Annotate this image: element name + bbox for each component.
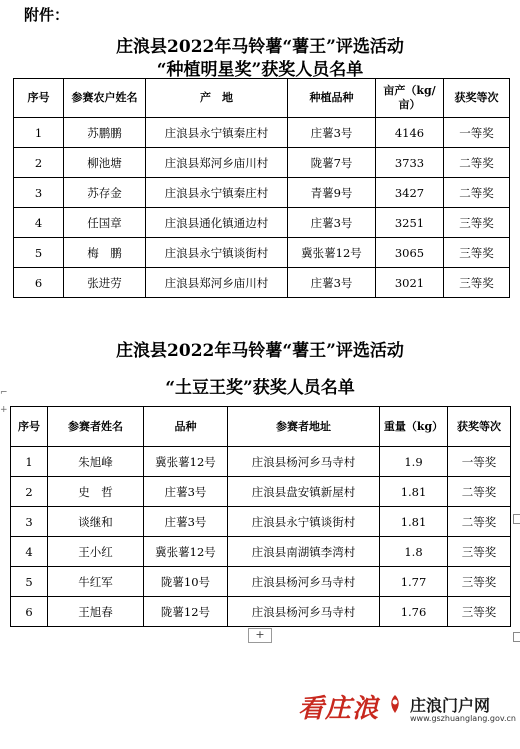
left-margin-marker: ⌐ [0, 388, 8, 398]
site-url[interactable]: www.gszhuanglang.gov.cn [410, 714, 516, 723]
cell-name: 任国章 [64, 208, 146, 238]
cell-award: 三等奖 [444, 238, 510, 268]
cell-origin: 庄浪县永宁镇秦庄村 [146, 118, 288, 148]
header-index: 序号 [14, 79, 64, 118]
cell-weight: 1.9 [380, 447, 448, 477]
table-row [14, 268, 510, 298]
table-row [11, 597, 511, 627]
header-farmer-name: 参赛农户姓名 [64, 79, 146, 118]
cell-weight: 1.81 [380, 477, 448, 507]
cell-address: 庄浪县杨河乡马寺村 [228, 447, 380, 477]
cell-name: 张进劳 [64, 268, 146, 298]
table-row [14, 208, 510, 238]
section2-title-line2: “土豆王奖”获奖人员名单 [165, 378, 355, 398]
cell-yield: 3733 [376, 148, 444, 178]
cell-name: 史 哲 [48, 477, 144, 507]
cell-variety: 冀张薯12号 [144, 537, 228, 567]
cell-award: 一等奖 [444, 118, 510, 148]
row-resize-handle-icon[interactable] [513, 514, 520, 524]
cell-variety: 陇薯7号 [288, 148, 376, 178]
cell-name: 牛红军 [48, 567, 144, 597]
cell-name: 朱旭峰 [48, 447, 144, 477]
table-header-row [11, 407, 511, 447]
cell-award: 三等奖 [448, 537, 511, 567]
cell-index: 5 [14, 238, 64, 268]
header-origin: 产 地 [146, 79, 288, 118]
cell-index: 4 [11, 537, 48, 567]
cell-index: 2 [11, 477, 48, 507]
header-variety: 种植品种 [288, 79, 376, 118]
site-name[interactable]: 庄浪门户网 [410, 696, 491, 715]
table-row [11, 507, 511, 537]
table-row [14, 148, 510, 178]
cell-index: 2 [14, 148, 64, 178]
cell-award: 三等奖 [444, 208, 510, 238]
kan-zhuanglang-logo: 看庄浪 [298, 694, 380, 724]
cell-index: 6 [14, 268, 64, 298]
cell-yield: 3065 [376, 238, 444, 268]
header-yield: 亩产（kg/亩） [376, 79, 444, 118]
table-row [14, 118, 510, 148]
header-award: 获奖等次 [444, 79, 510, 118]
cell-origin: 庄浪县郑河乡庙川村 [146, 268, 288, 298]
header-weight: 重量（kg） [380, 407, 448, 447]
table-row [11, 477, 511, 507]
cell-yield: 3427 [376, 178, 444, 208]
table-row [14, 238, 510, 268]
cell-variety: 冀张薯12号 [144, 447, 228, 477]
cell-address: 庄浪县杨河乡马寺村 [228, 567, 380, 597]
table-move-handle[interactable]: + [0, 405, 8, 415]
cell-name: 王旭春 [48, 597, 144, 627]
cell-award: 三等奖 [448, 567, 511, 597]
cell-award: 二等奖 [444, 178, 510, 208]
cell-origin: 庄浪县郑河乡庙川村 [146, 148, 288, 178]
cell-award: 二等奖 [444, 148, 510, 178]
cell-variety: 冀张薯12号 [288, 238, 376, 268]
cell-address: 庄浪县盘安镇新屋村 [228, 477, 380, 507]
cell-index: 1 [14, 118, 64, 148]
section1-title-line2: “种植明星奖”获奖人员名单 [156, 60, 364, 80]
cell-weight: 1.76 [380, 597, 448, 627]
cell-name: 苏存金 [64, 178, 146, 208]
cell-award: 二等奖 [448, 507, 511, 537]
cell-variety: 庄薯3号 [144, 507, 228, 537]
cell-variety: 陇薯10号 [144, 567, 228, 597]
cell-award: 一等奖 [448, 447, 511, 477]
cell-address: 庄浪县南湖镇李湾村 [228, 537, 380, 567]
cell-award: 三等奖 [448, 597, 511, 627]
cell-variety: 庄薯3号 [288, 208, 376, 238]
cell-origin: 庄浪县通化镇通边村 [146, 208, 288, 238]
cell-origin: 庄浪县永宁镇谈街村 [146, 238, 288, 268]
cell-yield: 3251 [376, 208, 444, 238]
table-row [11, 447, 511, 477]
cell-index: 3 [14, 178, 64, 208]
cell-variety: 青薯9号 [288, 178, 376, 208]
cell-name: 王小红 [48, 537, 144, 567]
section1-title-line1: 庄浪县2022年马铃薯“薯王”评选活动 [116, 37, 404, 57]
cell-name: 柳池塘 [64, 148, 146, 178]
cell-name: 苏鹏鹏 [64, 118, 146, 148]
table-header-row [14, 79, 510, 118]
potato-king-table [10, 406, 511, 627]
cell-variety: 陇薯12号 [144, 597, 228, 627]
cell-variety: 庄薯3号 [288, 268, 376, 298]
cell-index: 5 [11, 567, 48, 597]
table-row [11, 537, 511, 567]
cell-index: 3 [11, 507, 48, 537]
cell-index: 6 [11, 597, 48, 627]
cell-index: 1 [11, 447, 48, 477]
cell-origin: 庄浪县永宁镇秦庄村 [146, 178, 288, 208]
cell-variety: 庄薯3号 [288, 118, 376, 148]
cell-award: 三等奖 [444, 268, 510, 298]
cell-index: 4 [14, 208, 64, 238]
cell-yield: 4146 [376, 118, 444, 148]
header-award: 获奖等次 [448, 407, 511, 447]
header-variety: 品种 [144, 407, 228, 447]
table-row [11, 567, 511, 597]
add-row-button[interactable]: + [248, 628, 272, 643]
header-contestant-name: 参赛者姓名 [48, 407, 144, 447]
star-grower-table [13, 78, 510, 298]
cell-yield: 3021 [376, 268, 444, 298]
table-resize-handle-icon[interactable] [513, 632, 520, 642]
cell-name: 谈继和 [48, 507, 144, 537]
cell-weight: 1.81 [380, 507, 448, 537]
cell-weight: 1.77 [380, 567, 448, 597]
cell-award: 二等奖 [448, 477, 511, 507]
attachment-label: 附件： [24, 6, 70, 24]
cell-address: 庄浪县永宁镇谈街村 [228, 507, 380, 537]
cell-name: 梅 鹏 [64, 238, 146, 268]
section2-title-line1: 庄浪县2022年马铃薯“薯王”评选活动 [116, 341, 404, 361]
cell-variety: 庄薯3号 [144, 477, 228, 507]
site-logo-icon [388, 694, 402, 714]
header-address: 参赛者地址 [228, 407, 380, 447]
header-index: 序号 [11, 407, 48, 447]
cell-address: 庄浪县杨河乡马寺村 [228, 597, 380, 627]
cell-weight: 1.8 [380, 537, 448, 567]
table-row [14, 178, 510, 208]
